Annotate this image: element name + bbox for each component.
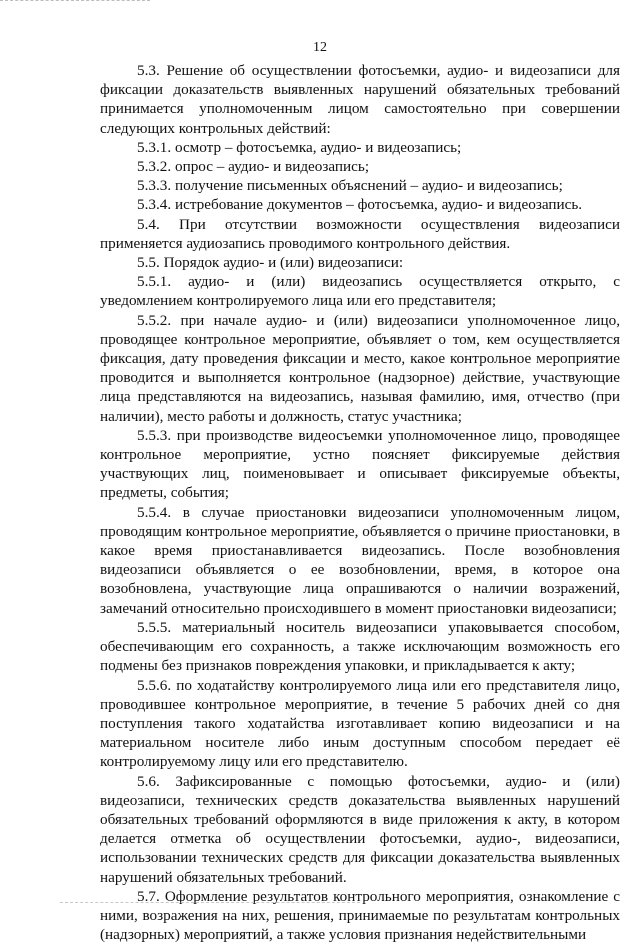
top-scan-artifact — [0, 0, 150, 2]
paragraph-5-3-2: 5.3.2. опрос – аудио- и видеозапись; — [137, 158, 370, 176]
paragraph-5-5: 5.5. Порядок аудио- и (или) видеозаписи: — [137, 254, 404, 272]
bottom-scan-artifact — [60, 902, 360, 904]
page-number: 12 — [313, 40, 327, 55]
paragraph-5-3-3: 5.3.3. получение письменных объяснений – аудио- и видеозапись; — [137, 177, 563, 195]
paragraph-5-4: 5.4. При отсутствии возможности осуществления видеозаписи применяется аудиозапись проводимого контрольного действия. — [100, 215, 620, 252]
paragraph-5-5-1: 5.5.1. аудио- и (или) видеозапись осуществляется открыто, с уведомлением контролируемого лица или его представителя; — [100, 273, 620, 310]
paragraph-5-6: 5.6. Зафиксированные с помощью фотосъемки, аудио- и (или) видеозаписи, технических средств доказательства выявленных нарушений обязательных требований оформляются в виде приложения к акту, в котором делается отметка об осуществлении фотосъемки, аудио-, видеозаписи, использовании технических средств для фиксации доказательства выявленных нарушений обязательных требований. — [100, 772, 620, 886]
paragraph-5-5-2: 5.5.2. при начале аудио- и (или) видеозаписи уполномоченное лицо, проводящее контрольное мероприятие, объявляет о том, кем осуществляется фиксация, дату проведения фиксации и место, какое контрольное мероприятие проводится и выполняется контрольное (надзорное) действие, участвующие лица представляются на видеозапись, называя фамилию, имя, отчество (при наличии), место работы и должность, статус участника; — [100, 311, 620, 425]
paragraph-5-5-5: 5.5.5. материальный носитель видеозаписи упаковывается способом, обеспечивающим его сохранность, а также исключающим возможность его подмены без признаков повреждения упаковки, и прикладывается к акту; — [100, 618, 620, 675]
document-body — [100, 61, 620, 944]
paragraph-5-7: 5.7. Оформление результатов контрольного мероприятия, ознакомление с ними, возражения на них, решения, принимаемые по результатам контрольных (надзорных) мероприятий, а также условия признания недействительными — [100, 887, 620, 944]
paragraph-5-5-4: 5.5.4. в случае приостановки видеозаписи уполномоченным лицом, проводящим контрольное мероприятие, объявляется о причине приостановки, в какое время приостанавливается видеозапись. После возобновления видеозаписи объявляется о ее возобновлении, время, в которое она возобновлена, участвующие лица опрашиваются о наличии возражений, замечаний относительно происходившего в момент приостановки видеозаписи; — [100, 503, 620, 617]
paragraph-5-3: 5.3. Решение об осуществлении фотосъемки, аудио- и видеозаписи для фиксации доказательств выявленных нарушений обязательных требований принимается уполномоченным лицом самостоятельно при совершении следующих контрольных действий: — [100, 62, 620, 137]
paragraph-5-5-6: 5.5.6. по ходатайству контролируемого лица или его представителя лицо, проводившее контрольное мероприятие, в течение 5 рабочих дней со дня поступления такого ходатайства изготавливает копию видеозаписи и на материальном носителе либо иным доступным способом передает её контролируемому лицу или его представителю. — [100, 676, 620, 771]
paragraph-5-5-3: 5.5.3. при производстве видеосъемки уполномоченное лицо, проводящее контрольное мероприятие, устно поясняет фиксируемые действия участвующих лиц, поименовывает и описывает фиксируемые объекты, предметы, события; — [100, 426, 620, 502]
paragraph-5-3-1: 5.3.1. осмотр – фотосъемка, аудио- и видеозапись; — [137, 138, 462, 156]
paragraph-5-3-4: 5.3.4. истребование документов – фотосъемка, аудио- и видеозапись. — [137, 196, 583, 214]
